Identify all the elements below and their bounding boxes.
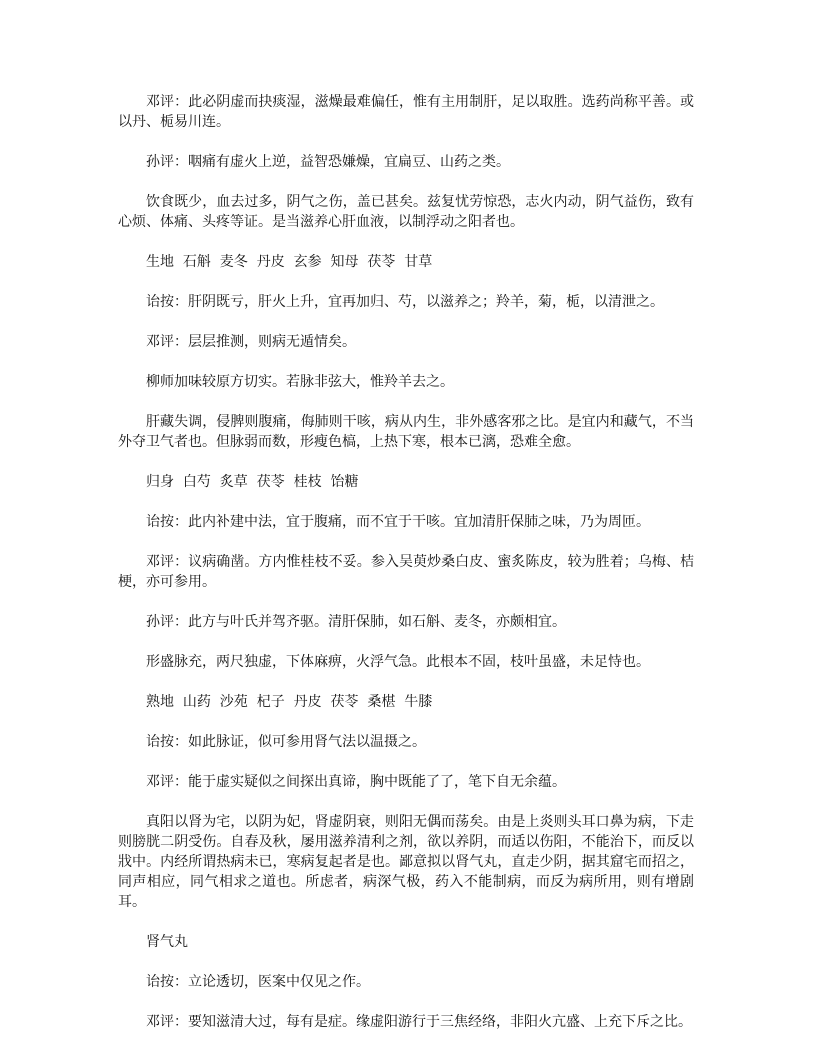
prescription-2: 归身 白芍 炙草 茯苓 桂枝 饴糖 [146,474,359,490]
paragraph-deng-comment-3: 邓评：议病确凿。方内惟桂枝不妥。参入吴萸炒桑白皮、蜜炙陈皮，较为胜着；乌梅、桔梗，亦可参用。 [118,554,694,590]
paragraph-sun-comment-1: 孙评：咽痛有虚火上逆，益智恐嫌燥，宜扁豆、山药之类。 [146,154,510,170]
paragraph-yi-note-2: 诒按：此内补建中法，宜于腹痛，而不宜于干咳。宜加清肝保肺之味，乃为周匝。 [146,514,650,530]
paragraph-sun-comment-2: 孙评：此方与叶氏并驾齐驱。清肝保肺，如石斛、麦冬，亦颇相宜。 [146,614,566,630]
prescription-3: 熟地 山药 沙苑 杞子 丹皮 茯苓 桑椹 牛膝 [146,694,433,710]
paragraph-liu-comment-1: 柳师加味较原方切实。若脉非弦大，惟羚羊去之。 [146,374,454,390]
paragraph-deng-comment-5: 邓评：要知滋清大过，每有是症。缘虚阳游行于三焦经络，非阳火亢盛、上充下斥之比。 [146,1014,692,1030]
paragraph-deng-comment-2: 邓评：层层推测，则病无遁情矣。 [146,334,356,350]
paragraph-yi-note-4: 诒按：立论透切，医案中仅见之作。 [146,974,370,990]
paragraph-deng-comment-1: 邓评：此必阴虚而抉痰湿，滋燥最难偏任，惟有主用制肝，足以取胜。选药尚称平善。或以丹、栀易川连。 [118,94,694,130]
prescription-1: 生地 石斛 麦冬 丹皮 玄参 知母 茯苓 甘草 [146,254,433,270]
document-body [118,92,694,1052]
paragraph-yi-note-3: 诒按：如此脉证，似可参用肾气法以温摄之。 [146,734,426,750]
prescription-4: 肾气丸 [146,934,188,950]
paragraph-case-4: 真阳以肾为宅，以阴为妃，肾虚阴衰，则阳无偶而荡矣。由是上炎则头耳口鼻为病，下走则膀胱二阴受伤。自春及秋，屡用滋养清利之剂，欲以养阴，而适以伤阳，不能治下，而反以戕中。内经所谓热病未已，寒病复起者是也。鄙意拟以肾气丸，直走少阴，据其窟宅而招之，同声相应，同气相求之道也。所虑者，病深气极，药入不能制病，而反为病所用，则有增剧耳。 [118,814,694,910]
paragraph-case-1: 饮食既少，血去过多，阴气之伤，盖已甚矣。兹复忧劳惊恐，志火内动，阴气益伤，致有心烦、体痛、头疼等证。是当滋养心肝血液，以制浮动之阳者也。 [118,194,694,230]
paragraph-deng-comment-4: 邓评：能于虚实疑似之间探出真谛，胸中既能了了，笔下自无余蕴。 [146,774,566,790]
paragraph-case-3: 形盛脉充，两尺独虚，下体麻痹，火浮气急。此根本不固，枝叶虽盛，未足恃也。 [146,654,650,670]
paragraph-case-2: 肝藏失调，侵脾则腹痛，侮肺则干咳，病从内生，非外感客邪之比。是宜内和藏气，不当外夺卫气者也。但脉弱而数，形瘦色槁，上热下寒，根本已漓，恐难全愈。 [118,414,694,450]
paragraph-yi-note-1: 诒按：肝阴既亏，肝火上升，宜再加归、芍，以滋养之；羚羊，菊，栀，以清泄之。 [146,294,664,310]
